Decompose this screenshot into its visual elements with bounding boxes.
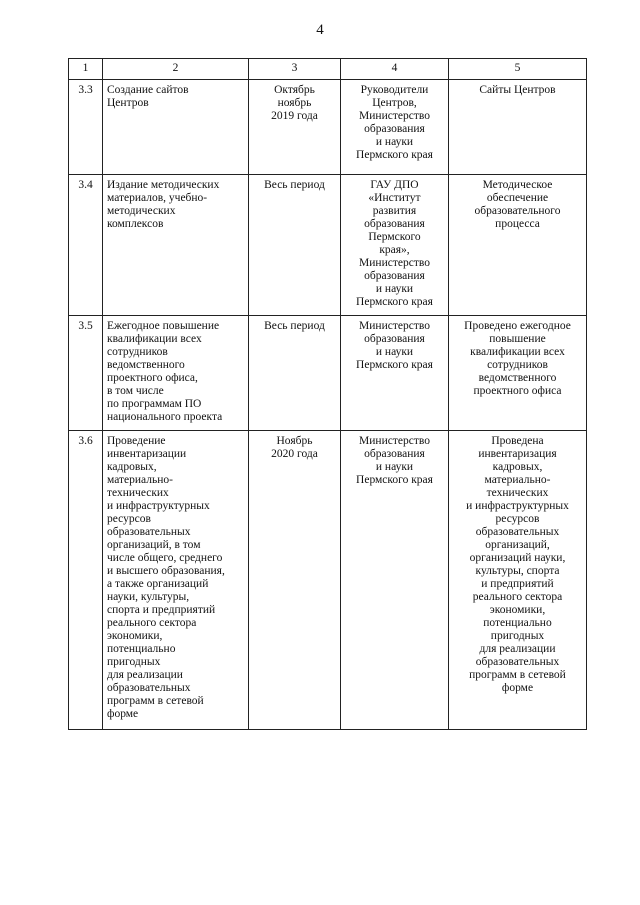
header-col-1: 1 <box>69 59 103 80</box>
task-cell: Ежегодное повышение квалификации всех сотрудников ведомственного проектного офиса, в том числе по программам ПО национального проекта <box>103 315 249 430</box>
result-cell: Методическое обеспечение образовательного процесса <box>449 174 587 315</box>
deadline-cell: Весь период <box>249 174 341 315</box>
row-number: 3.3 <box>69 79 103 174</box>
table-row <box>69 315 587 430</box>
table-row <box>69 430 587 729</box>
table-row <box>69 79 587 174</box>
task-cell: Создание сайтов Центров <box>103 79 249 174</box>
result-cell: Сайты Центров <box>449 79 587 174</box>
deadline-cell: Ноябрь 2020 года <box>249 430 341 729</box>
header-col-2: 2 <box>103 59 249 80</box>
row-number: 3.4 <box>69 174 103 315</box>
task-cell: Издание методических материалов, учебно- методических комплексов <box>103 174 249 315</box>
table-row <box>69 174 587 315</box>
responsible-cell: Министерство образования и науки Пермского края <box>341 315 449 430</box>
deadline-cell: Октябрь ноябрь 2019 года <box>249 79 341 174</box>
task-cell: Проведение инвентаризации кадровых, материально- технических и инфраструктурных ресурсов образовательных организаций, в том числе общего, среднего и высшего образования, а также организаций науки, культуры, спорта и предприятий реального сектора экономики, потенциально пригодных для реализации образовательных программ в сетевой форме <box>103 430 249 729</box>
responsible-cell: ГАУ ДПО «Институт развития образования Пермского края», Министерство образования и науки Пермского края <box>341 174 449 315</box>
row-number: 3.6 <box>69 430 103 729</box>
table-header-row <box>69 59 587 80</box>
row-number: 3.5 <box>69 315 103 430</box>
result-cell: Проведена инвентаризация кадровых, материально- технических и инфраструктурных ресурсов образовательных организаций, организаций науки, культуры, спорта и предприятий реального сектора экономики, потенциально пригодных для реализации образовательных программ в сетевой форме <box>449 430 587 729</box>
responsible-cell: Министерство образования и науки Пермского края <box>341 430 449 729</box>
page-number: 4 <box>316 22 324 38</box>
result-cell: Проведено ежегодное повышение квалификации всех сотрудников ведомственного проектного офиса <box>449 315 587 430</box>
header-col-4: 4 <box>341 59 449 80</box>
deadline-cell: Весь период <box>249 315 341 430</box>
plan-table <box>68 58 587 730</box>
responsible-cell: Руководители Центров, Министерство образования и науки Пермского края <box>341 79 449 174</box>
header-col-5: 5 <box>449 59 587 80</box>
header-col-3: 3 <box>249 59 341 80</box>
